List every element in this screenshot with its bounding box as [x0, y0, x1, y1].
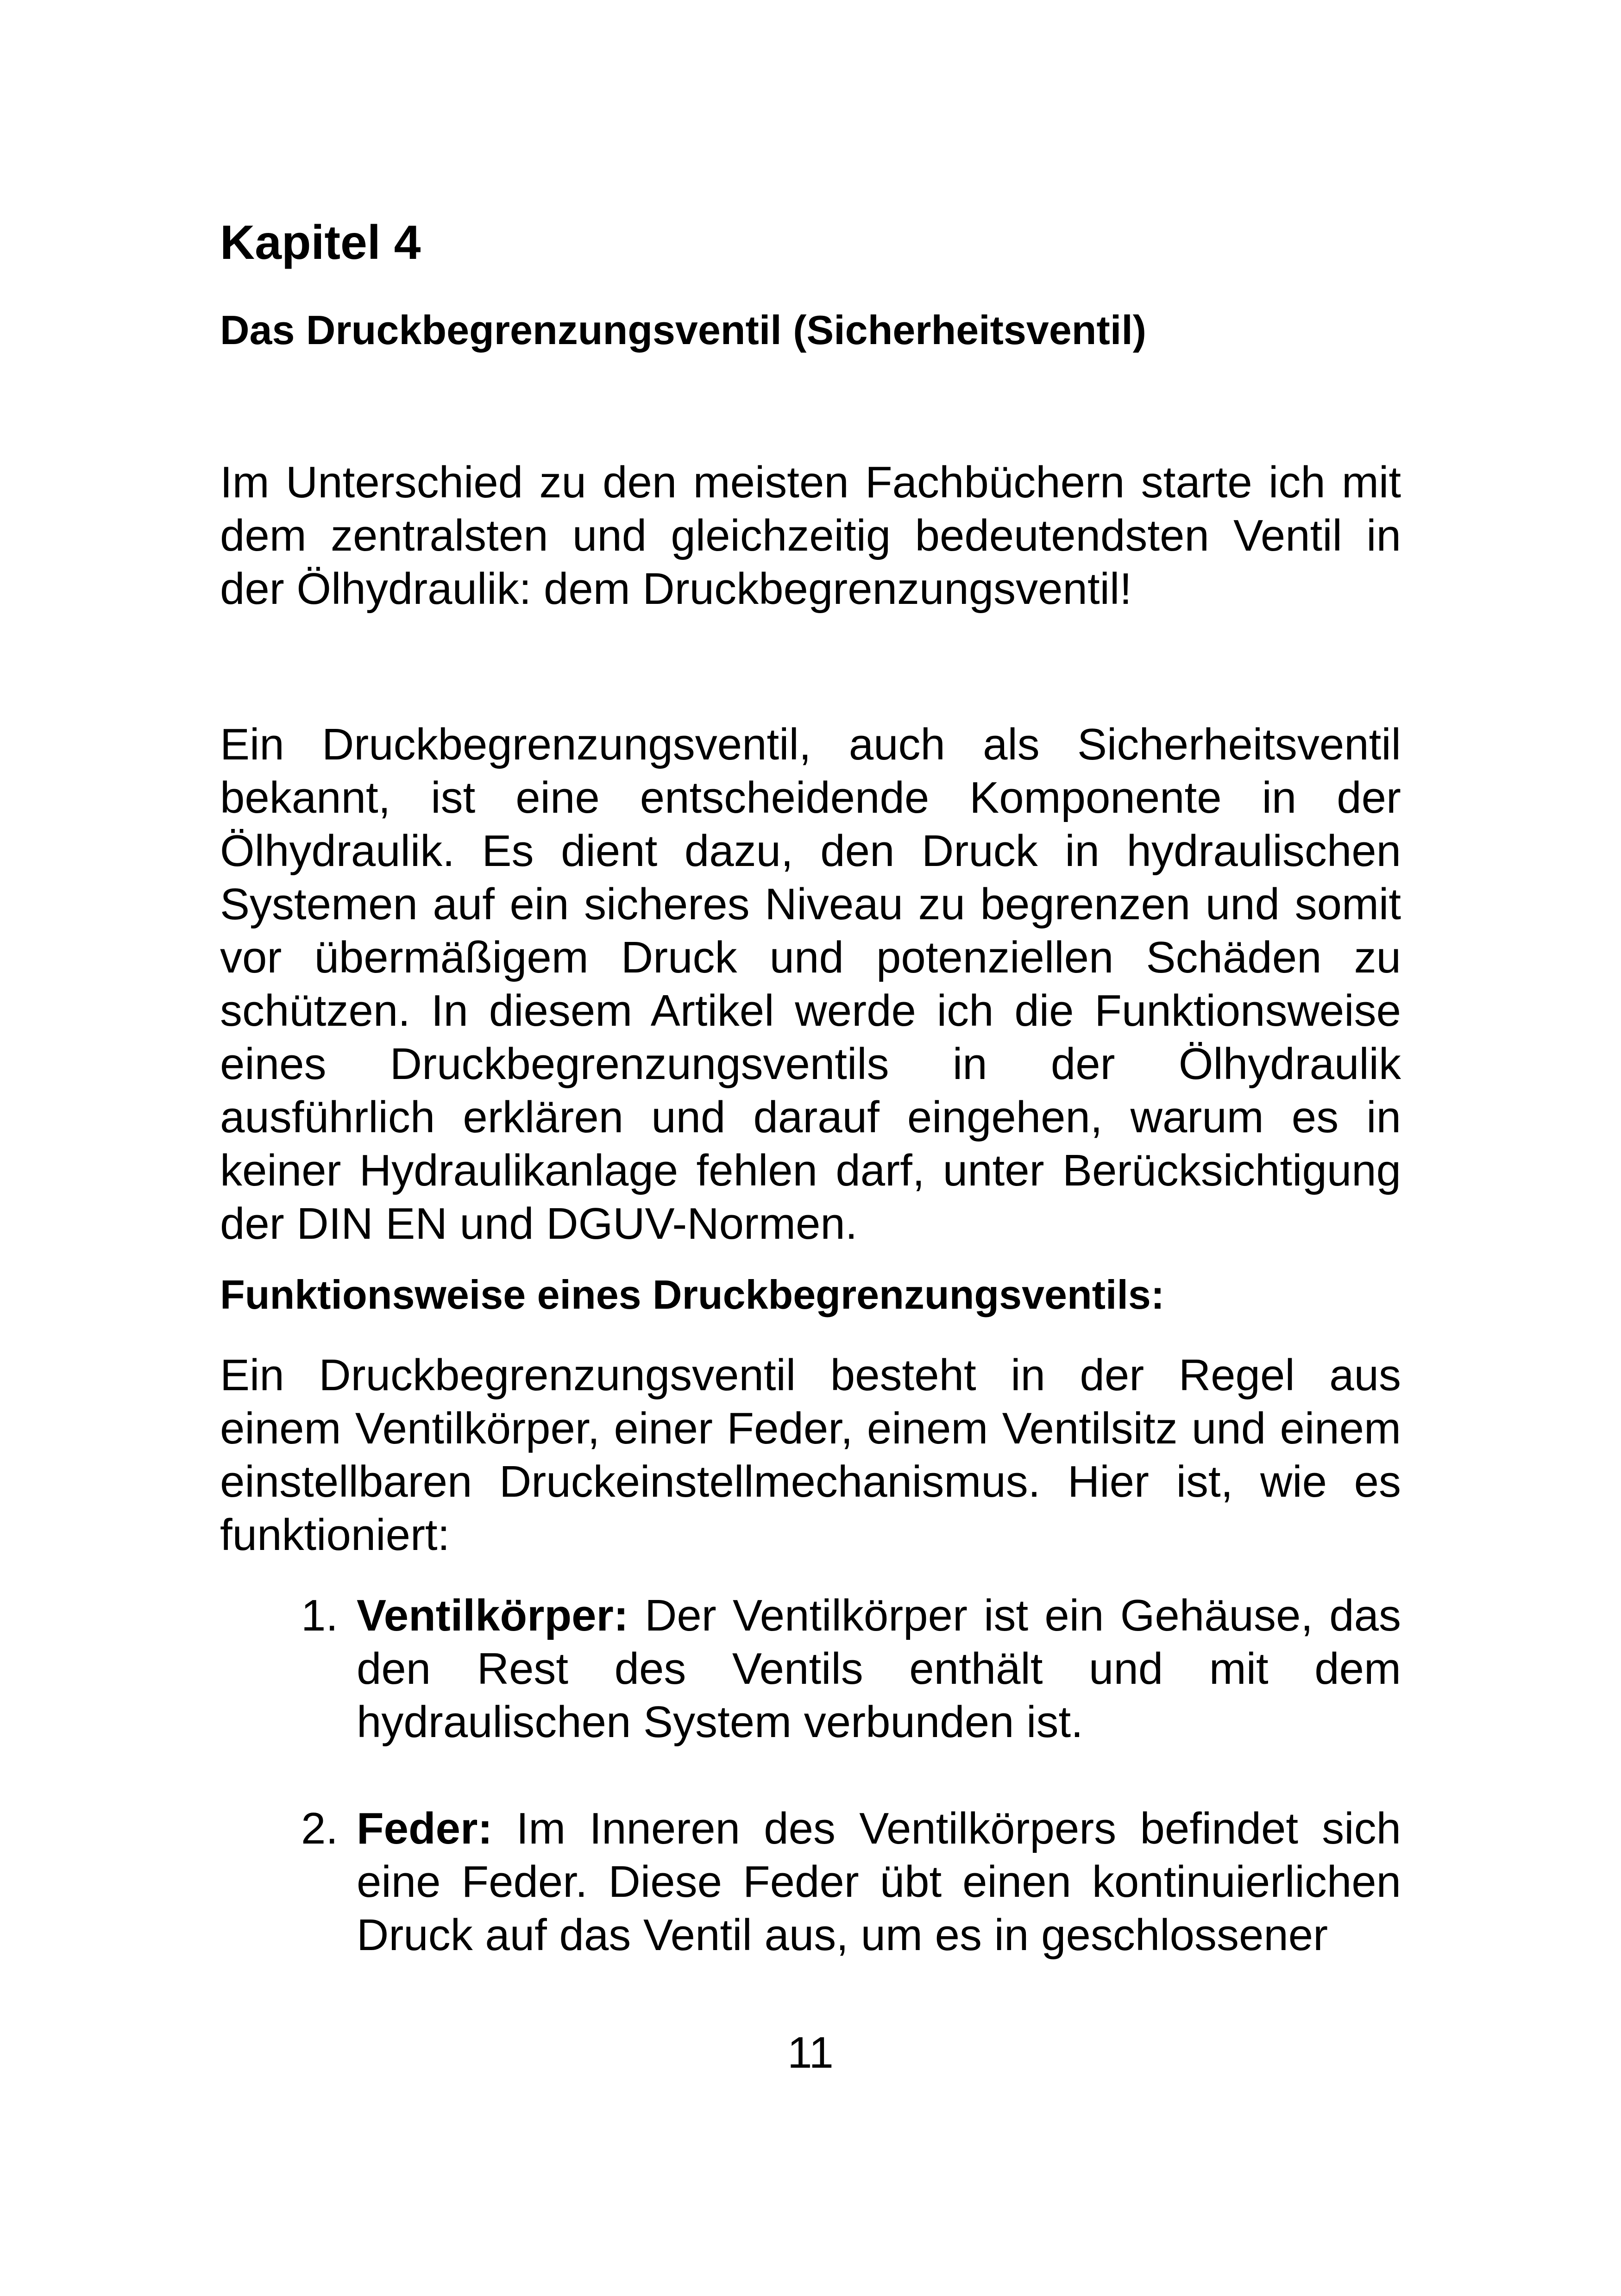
list-item-term: Ventilkörper: — [357, 1591, 628, 1640]
section-paragraph: Ein Druckbegrenzungsventil besteht in der Regel aus einem Ventilkörper, einer Feder, einem Ventilsitz und einem einstellbaren Druckeinstellmechanismus. Hier ist, wie es funktioniert: — [220, 1350, 1401, 1560]
component-list — [220, 1589, 1401, 2015]
list-item-text: Im Inneren des Ventilkörpers befindet sich eine Feder. Diese Feder übt einen kontinuierlichen Druck auf das Ventil aus, um es in geschlossener — [357, 1804, 1401, 1960]
list-item — [220, 1589, 1401, 1749]
list-item — [220, 1802, 1401, 1962]
list-item-term: Feder: — [357, 1804, 493, 1853]
chapter-subtitle: Das Druckbegrenzungsventil (Sicherheitsventil) — [220, 307, 1147, 353]
description-paragraph: Ein Druckbegrenzungsventil, auch als Sicherheitsventil bekannt, ist eine entscheidende Komponente in der Ölhydraulik. Es dient dazu, den Druck in hydraulischen Systemen auf ein sicheres Niveau zu begrenzen und somit vor übermäßigem Druck und potenziellen Schäden zu schützen. In diesem Artikel werde ich die Funktionsweise eines Druckbegrenzungsventils in der Ölhydraulik ausführlich erklären und darauf eingehen, warum es in keiner Hydraulikanlage fehlen darf, unter Berücksichtigung der DIN EN und DGUV-Normen. — [220, 720, 1401, 1248]
chapter-title: Kapitel 4 — [220, 216, 421, 270]
list-item-number: 2. — [301, 1804, 339, 1853]
list-item-number: 1. — [301, 1591, 339, 1640]
section-heading: Funktionsweise eines Druckbegrenzungsventils: — [220, 1272, 1165, 1317]
list-item-text: Der Ventilkörper ist ein Gehäuse, das den Rest des Ventils enthält und mit dem hydraulischen System verbunden ist. — [357, 1591, 1401, 1747]
intro-paragraph: Im Unterschied zu den meisten Fachbüchern starte ich mit dem zentralsten und gleichzeitig bedeutendsten Ventil in der Ölhydraulik: dem Druckbegrenzungsventil! — [220, 458, 1401, 614]
page-number: 11 — [787, 2028, 834, 2077]
